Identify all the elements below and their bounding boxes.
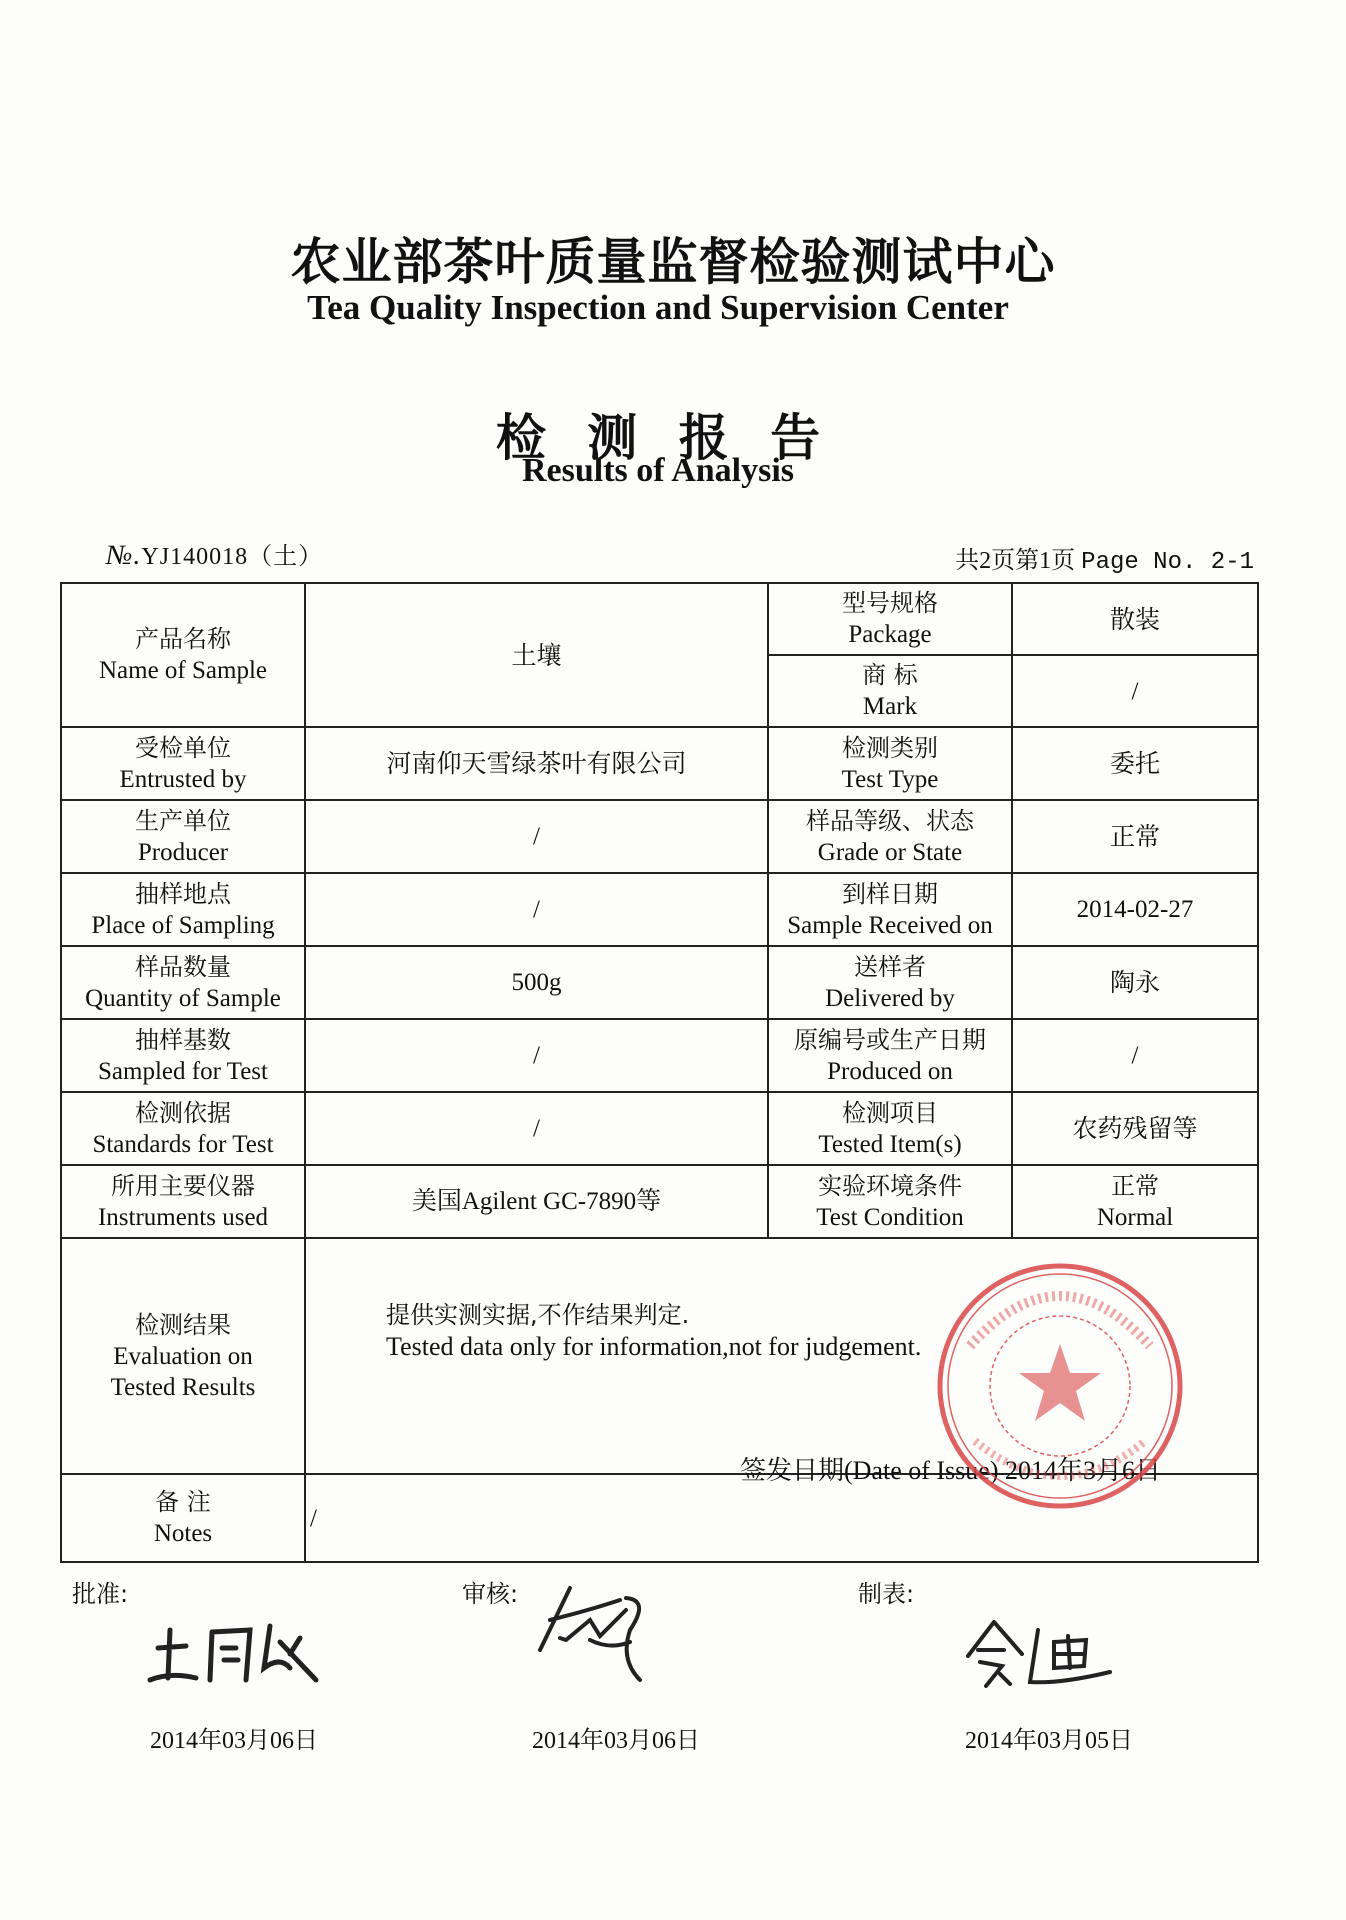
label-notes: 备 注 Notes [61,1474,305,1562]
value-quantity: 500g [305,946,768,1019]
label-produced-on: 原编号或生产日期 Produced on [768,1019,1012,1092]
evaluation-text [386,1299,921,1363]
report-title-char: 报 [678,409,729,467]
value-tested-items: 农药残留等 [1012,1092,1258,1165]
label-quantity: 样品数量 Quantity of Sample [61,946,305,1019]
report-number [106,536,323,572]
value-delivered-by: 陶永 [1012,946,1258,1019]
value-package: 散装 [1012,583,1258,655]
evaluation-text-en: Tested data only for information,not for judgement. [386,1332,922,1361]
value-sample-name: 土壤 [305,583,768,727]
label-entrusted-by: 受检单位 Entrusted by [61,727,305,800]
prepare-date: 2014年03月05日 [965,1728,1133,1754]
report-title-char: 告 [770,409,821,467]
label-tested-items: 检测项目 Tested Item(s) [768,1092,1012,1165]
report-title-char: 测 [587,409,638,467]
value-sampled-for-test: / [305,1019,768,1092]
value-mark: / [1012,655,1258,727]
label-mark: 商 标 Mark [768,655,1012,727]
label-sample-name: 产品名称 Name of Sample [61,583,305,727]
value-producer: / [305,800,768,873]
label-evaluation: 检测结果 Evaluation on Tested Results [61,1238,305,1474]
approve-date: 2014年03月06日 [150,1728,318,1754]
page-info-en: Page No. 2-1 [1081,549,1254,576]
label-received-on: 到样日期 Sample Received on [768,873,1012,946]
number-symbol: №. [106,540,142,571]
review-date: 2014年03月06日 [532,1728,700,1754]
value-instruments: 美国Agilent GC-7890等 [305,1165,768,1238]
label-sampled-for-test: 抽样基数 Sampled for Test [61,1019,305,1092]
report-number-value: YJ140018（土） [141,544,324,570]
value-test-condition: 正常 Normal [1012,1165,1258,1238]
label-place-of-sampling: 抽样地点 Place of Sampling [61,873,305,946]
value-entrusted-by: 河南仰天雪绿茶叶有限公司 [305,727,768,800]
label-instruments: 所用主要仪器 Instruments used [61,1165,305,1238]
preparer-signature-icon [960,1614,1120,1694]
review-label: 审核: [462,1580,519,1608]
issue-date-label: 签发日期(Date of Issue) [740,1456,999,1485]
value-grade: 正常 [1012,800,1258,873]
reviewer-signature-icon [530,1580,670,1690]
label-delivered-by: 送样者 Delivered by [768,946,1012,1019]
label-package: 型号规格 Package [768,583,1012,655]
value-place-of-sampling: / [305,873,768,946]
label-test-condition: 实验环境条件 Test Condition [768,1165,1012,1238]
approve-label: 批准: [72,1580,129,1608]
value-standards: / [305,1092,768,1165]
label-grade: 样品等级、状态 Grade or State [768,800,1012,873]
value-notes: / [305,1474,1258,1562]
value-produced-on: / [1012,1019,1258,1092]
evaluation-text-cn: 提供实测实据,不作结果判定. [386,1301,690,1329]
label-test-type: 检测类别 Test Type [768,727,1012,800]
value-received-on: 2014-02-27 [1012,873,1258,946]
report-title-char: 检 [495,409,546,467]
center-title-en: Tea Quality Inspection and Supervision Center [307,288,1009,327]
official-seal-icon [930,1256,1190,1516]
label-standards: 检测依据 Standards for Test [61,1092,305,1165]
issue-date-value: 2014年3月6日 [1005,1456,1162,1485]
center-title-cn: 农业部茶叶质量监督检验测试中心 [290,233,1056,291]
report-title-en: Results of Analysis [521,452,795,489]
prepare-label: 制表: [858,1580,915,1608]
page-info [955,540,1254,576]
page-info-cn: 共2页第1页 [955,548,1076,574]
label-producer: 生产单位 Producer [61,800,305,873]
value-test-type: 委托 [1012,727,1258,800]
approver-signature-icon [140,1608,330,1688]
